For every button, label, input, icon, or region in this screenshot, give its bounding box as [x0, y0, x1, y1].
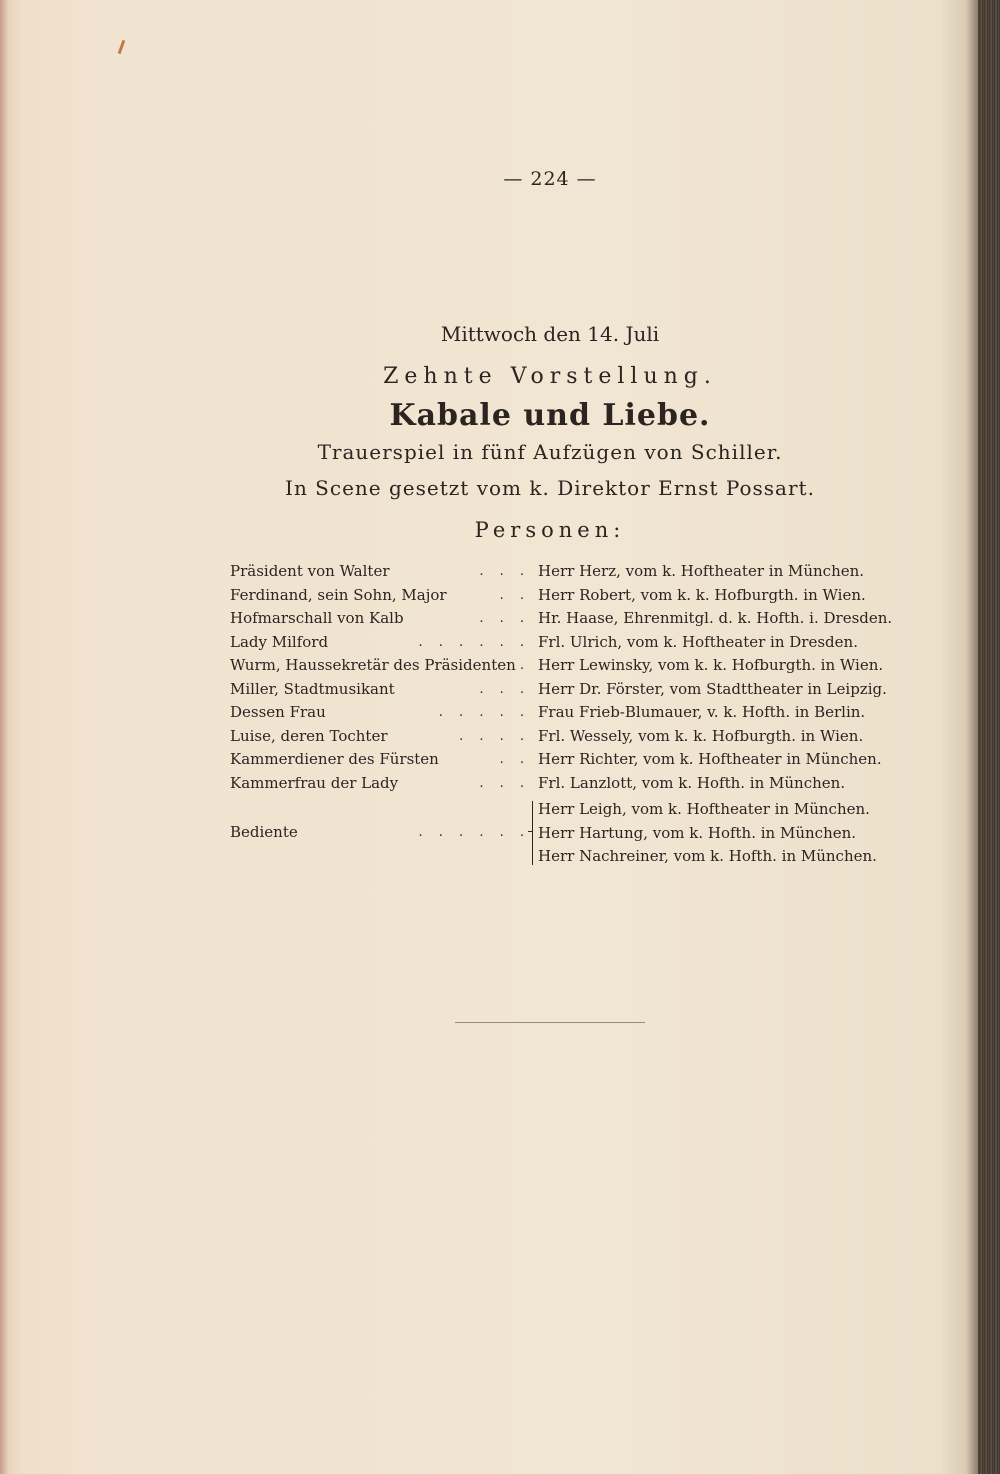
cast-row — [230, 654, 884, 678]
leader-dots: . . . — [479, 775, 530, 791]
leader-dots: . . . — [479, 681, 530, 697]
role-name: Kammerfrau der Lady — [230, 773, 399, 792]
actor-name: Herr Leigh, vom k. Hoftheater in München. — [538, 800, 870, 818]
role-name: Kammerdiener des Fürsten — [230, 750, 439, 768]
cast-row — [230, 725, 880, 749]
leader-dots: . . . — [479, 564, 530, 579]
cast-row — [230, 701, 880, 725]
role-name: Miller, Stadtmusikant — [230, 679, 395, 698]
leader-dots: . . . . . — [438, 705, 530, 720]
cast-row — [230, 584, 880, 608]
persons-heading: Personen: — [474, 518, 626, 542]
role-name: Luise, deren Tochter — [230, 726, 388, 745]
actor-name: Herr Robert, vom k. k. Hofburgth. in Wien. — [538, 585, 866, 604]
actor-name: Hr. Haase, Ehrenmitgl. d. k. Hofth. i. Dresden. — [538, 609, 893, 627]
cast-row — [230, 560, 880, 584]
performance-number: Zehnte Vorstellung. — [383, 364, 717, 389]
cast-list — [230, 560, 893, 868]
actor-name: Herr Lewinsky, vom k. k. Hofburgth. in Wien. — [538, 656, 884, 674]
book-fore-edge — [978, 0, 1000, 1474]
actor-name: Frl. Wessely, vom k. k. Hofburgth. in Wien. — [538, 726, 864, 745]
brace-bracket-point — [528, 831, 533, 832]
role-name: Dessen Frau — [230, 703, 326, 721]
closing-rule — [455, 1022, 645, 1023]
play-title: Kabale und Liebe. — [389, 398, 711, 433]
leader-dots: . . . . . . — [418, 634, 530, 650]
role-name: Präsident von Walter — [230, 562, 390, 580]
actor-name: Herr Dr. Förster, vom Stadttheater in Leipzig. — [538, 679, 887, 698]
role-name: Lady Milford — [230, 632, 329, 651]
cast-row — [230, 631, 880, 655]
play-subtitle: Trauerspiel in fünf Aufzügen von Schiller. — [317, 440, 783, 464]
actor-name: Herr Richter, vom k. Hoftheater in München. — [538, 750, 882, 768]
role-name: Bediente — [230, 823, 298, 841]
actor-name: Herr Hartung, vom k. Hofth. in München. — [538, 823, 857, 842]
leader-dots: . . — [499, 752, 530, 767]
role-name: Ferdinand, sein Sohn, Major — [230, 585, 447, 604]
leader-dots: . . — [499, 587, 530, 603]
performance-date: Mittwoch den 14. Juli — [440, 322, 660, 346]
page-number: — 224 — — [503, 168, 597, 190]
role-name: Hofmarschall von Kalb — [230, 609, 404, 627]
actor-name: Herr Nachreiner, vom k. Hofth. in München. — [538, 847, 877, 865]
actor-name: Frl. Lanzlott, vom k. Hofth. in München. — [538, 773, 846, 792]
leader-dots: . — [519, 658, 530, 673]
pencil-mark — [118, 40, 126, 54]
leader-dots: . . . . — [459, 728, 530, 744]
cast-row — [230, 748, 880, 772]
role-name: Wurm, Haussekretär des Präsidenten — [230, 656, 516, 674]
cast-row — [230, 607, 893, 631]
leader-dots: . . . — [479, 611, 530, 626]
servants-group — [230, 798, 880, 868]
actor-name: Herr Herz, vom k. Hoftheater in München. — [538, 562, 865, 580]
leader-dots: . . . . . . — [418, 825, 530, 840]
cast-row — [230, 772, 880, 796]
actor-name: Frau Frieb-Blumauer, v. k. Hofth. in Berlin. — [538, 703, 866, 721]
cast-row — [230, 678, 887, 702]
staging-credit: In Scene gesetzt vom k. Direktor Ernst Possart. — [285, 476, 815, 500]
actor-name: Frl. Ulrich, vom k. Hoftheater in Dresden. — [538, 632, 858, 651]
